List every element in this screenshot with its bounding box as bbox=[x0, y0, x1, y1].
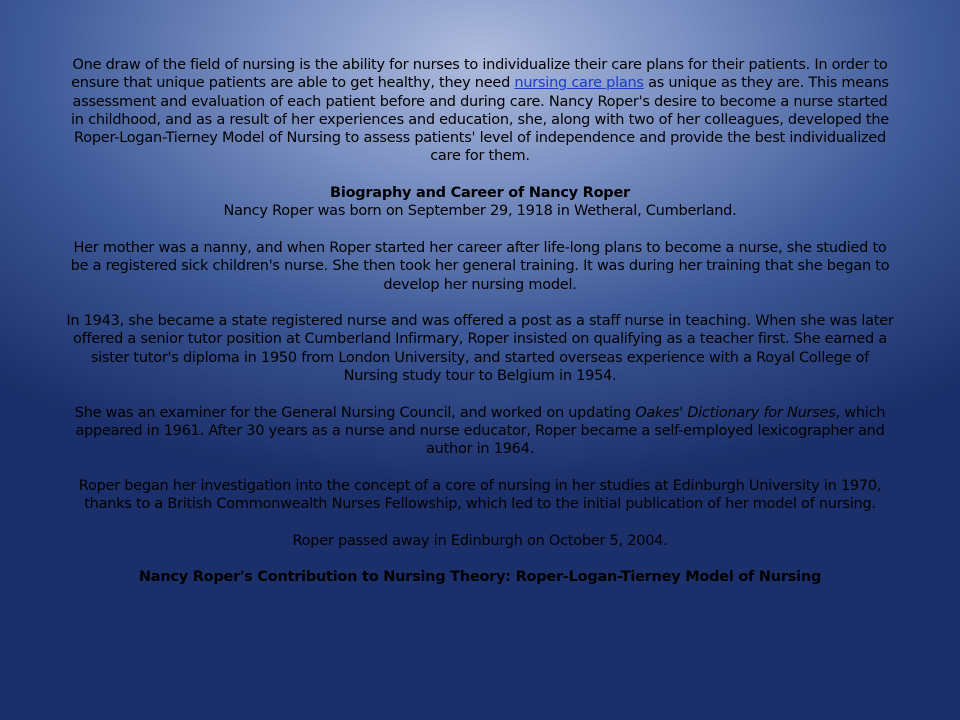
spacer bbox=[64, 221, 896, 239]
spacer bbox=[64, 385, 896, 403]
intro-paragraph bbox=[64, 56, 896, 166]
intro-text-start: One draw of the field of nursing is the ability for nurses to individualize their care plans for their patients. In order to ensure that unique patients are able to get healthy, they need bbox=[71, 57, 888, 92]
career-paragraph-3-end: , which appeared in 1961. After 30 years as a nurse and nurse educator, Roper became a self-employed lexicographer and author in 1964. bbox=[75, 404, 886, 458]
death-sentence: Roper passed away in Edinburgh on October 5, 2004. bbox=[292, 532, 668, 549]
contribution-heading: Nancy Roper's Contribution to Nursing Theory: Roper-Logan-Tierney Model of Nursing bbox=[138, 569, 822, 586]
intro-text-end: as unique as they are. This means assessment and evaluation of each patient before and during care. Nancy Roper's desire to become a nurse started in childhood, and as a result of her experiences and education, she, along with two of her colleagues, developed the Roper-Logan-Tierney Model of Nursing to assess patients' level of independence and provide the best individualized care for them. bbox=[71, 75, 889, 165]
career-paragraph-2: In 1943, she became a state registered nurse and was offered a post as a staff nurse in teaching. When she was later offered a senior tutor position at Cumberland Infirmary, Roper insisted on qualifying as a teacher first. She earned a sister tutor's diploma in 1950 from London University, and started overseas experience with a Royal College of Nursing study tour to Belgium in 1954. bbox=[66, 313, 894, 385]
slide-text-body bbox=[64, 56, 896, 587]
career-paragraph-3 bbox=[64, 404, 896, 459]
dictionary-title: Oakes' Dictionary for Nurses bbox=[635, 404, 836, 421]
career-paragraph-4: Roper began her investigation into the concept of a core of nursing in her studies at Edinburgh University in 1970, thanks to a British Commonwealth Nurses Fellowship, which led to the initial publication of her model of nursing. bbox=[78, 477, 882, 513]
career-paragraph-1: Her mother was a nanny, and when Roper started her career after life-long plans to become a nurse, she studied to be a registered sick children's nurse. She then took her general training. It was during her training that she began to develop her nursing model. bbox=[70, 239, 890, 293]
birth-sentence: Nancy Roper was born on September 29, 1918 in Wetheral, Cumberland. bbox=[223, 203, 737, 220]
biography-heading: Biography and Career of Nancy Roper bbox=[330, 185, 630, 202]
spacer bbox=[64, 459, 896, 477]
spacer bbox=[64, 550, 896, 568]
spacer bbox=[64, 166, 896, 184]
spacer bbox=[64, 513, 896, 531]
nursing-care-plans-link[interactable]: nursing care plans bbox=[514, 75, 644, 92]
career-paragraph-3-start: She was an examiner for the General Nursing Council, and worked on updating bbox=[74, 404, 636, 421]
spacer bbox=[64, 294, 896, 312]
